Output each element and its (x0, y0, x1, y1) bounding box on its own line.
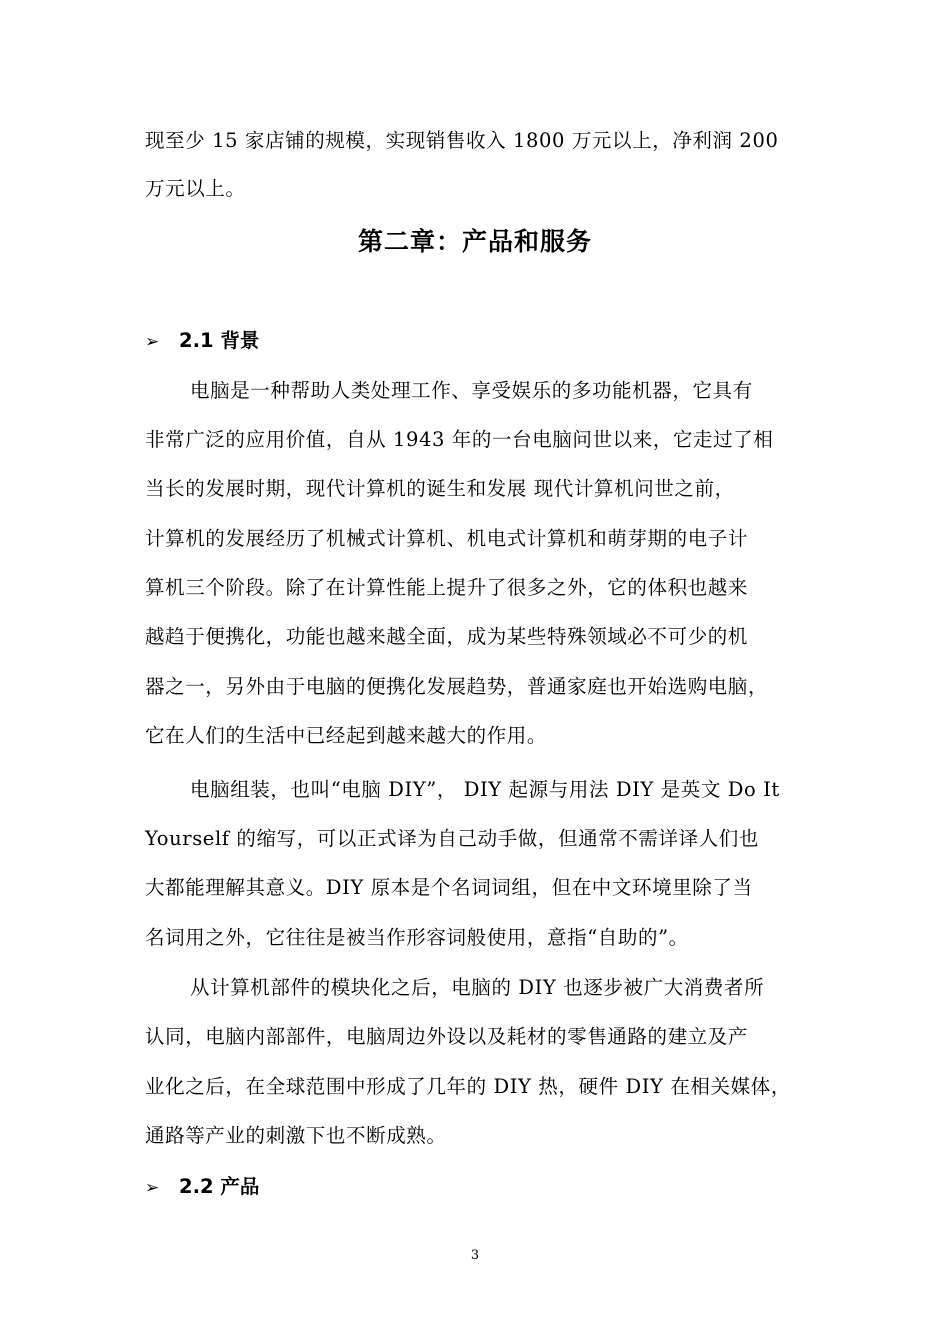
chapter-title: 第二章：产品和服务 (357, 227, 592, 256)
intro-line: 万元以上。 (145, 177, 246, 200)
paragraph-line: 电脑组装，也叫“电脑 DIY”， DIY 起源与用法 DIY 是英文 Do It (190, 778, 780, 801)
paragraph-line: 通路等产业的刺激下也不断成熟。 (145, 1124, 447, 1147)
paragraph-line: 认同，电脑内部部件，电脑周边外设以及耗材的零售通路的建立及产 (145, 1025, 749, 1048)
section-heading-2-1 (145, 326, 259, 357)
section-heading-2-2 (145, 1172, 259, 1203)
paragraph-line: 算机三个阶段。除了在计算性能上提升了很多之外，它的体积也越来 (145, 576, 749, 599)
paragraph-line: Yourself 的缩写，可以正式译为自己动手做，但通常不需详译人们也 (145, 827, 759, 850)
paragraph-line: 名词用之外，它往往是被当作形容词般使用，意指“自助的”。 (145, 926, 689, 949)
arrow-bullet-icon: ➢ (145, 332, 160, 352)
intro-line: 现至少 15 家店铺的规模，实现销售收入 1800 万元以上，净利润 200 (145, 129, 779, 152)
paragraph-line: 计算机的发展经历了机械式计算机、机电式计算机和萌芽期的电子计 (145, 527, 749, 550)
paragraph-line: 从计算机部件的模块化之后，电脑的 DIY 也逐步被广大消费者所 (190, 976, 765, 999)
paragraph-line: 器之一，另外由于电脑的便携化发展趋势，普通家庭也开始选购电脑， (145, 675, 769, 698)
section-label: 2.2 产品 (179, 1175, 260, 1198)
section-label: 2.1 背景 (179, 329, 260, 352)
paragraph-line: 它在人们的生活中已经起到越来越大的作用。 (145, 724, 548, 747)
paragraph-line: 非常广泛的应用价值，自从 1943 年的一台电脑问世以来，它走过了相 (145, 428, 774, 451)
paragraph-line: 当长的发展时期，现代计算机的诞生和发展 现代计算机问世之前， (145, 477, 735, 500)
paragraph-line: 电脑是一种帮助人类处理工作、享受娱乐的多功能机器，它具有 (190, 379, 753, 402)
page-number: 3 (470, 1248, 480, 1263)
paragraph-line: 大都能理解其意义。DIY 原本是个名词词组，但在中文环境里除了当 (145, 876, 753, 899)
paragraph-line: 越趋于便携化，功能也越来越全面，成为某些特殊领域必不可少的机 (145, 625, 749, 648)
paragraph-line: 业化之后，在全球范围中形成了几年的 DIY 热，硬件 DIY 在相关媒体， (145, 1075, 791, 1098)
arrow-bullet-icon: ➢ (145, 1178, 160, 1198)
